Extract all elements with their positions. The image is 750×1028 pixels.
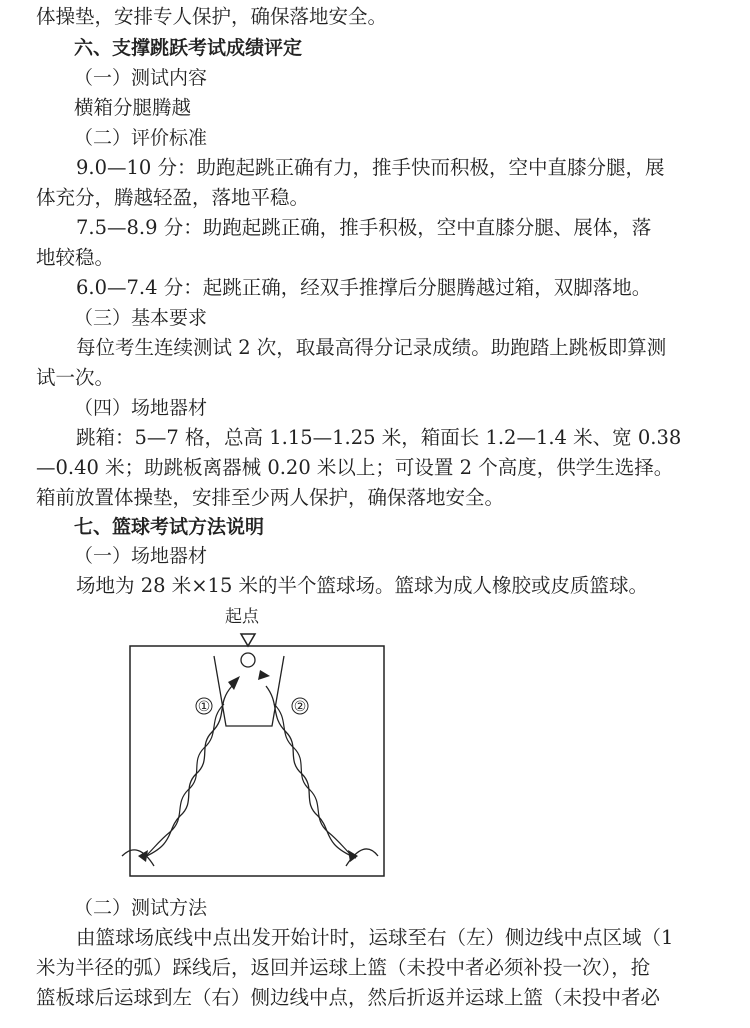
- subheading: （一）测试内容: [74, 67, 208, 89]
- route-1-label: ①: [197, 699, 211, 715]
- subheading: （二）测试方法: [74, 897, 208, 919]
- section-heading: 七、篮球考试方法说明: [74, 516, 265, 538]
- dribble-route-left-return: [146, 704, 224, 856]
- paragraph-line: 9.0—10 分：助跑起跳正确有力，推手快而积极，空中直膝分腿，展: [76, 156, 665, 179]
- start-triangle-icon: [241, 634, 255, 646]
- dribble-route-right-return: [274, 704, 352, 856]
- paragraph-line: 6.0—7.4 分：起跳正确，经双手推撑后分腿腾越过箱，双脚落地。: [76, 276, 652, 299]
- paragraph-line: 试一次。: [36, 366, 115, 389]
- paragraph-line: 篮板球后运球到左（右）侧边线中点，然后折返并运球上篮（未投中者必: [36, 986, 661, 1009]
- arrow-left-sideline-icon: [138, 850, 148, 862]
- paragraph-line: —0.40 米；助跳板离器械 0.20 米以上；可设置 2 个高度，供学生选择。: [36, 456, 674, 479]
- paragraph-line: 米为半径的弧）踩线后，返回并运球上篮（未投中者必须补投一次），抢: [36, 956, 651, 979]
- paragraph-line: 跳箱：5—7 格，总高 1.15—1.25 米，箱面长 1.2—1.4 米、宽 0.38: [76, 426, 682, 449]
- subheading: （二）评价标准: [74, 127, 208, 149]
- paragraph-line: 7.5—8.9 分：助跑起跳正确，推手积极，空中直膝分腿、展体，落: [76, 216, 652, 239]
- text-line: 横箱分腿腾越: [74, 96, 192, 119]
- paragraph-line: 场地为 28 米×15 米的半个篮球场。篮球为成人橡胶或皮质篮球。: [76, 574, 649, 597]
- route-2-label: ②: [293, 699, 307, 715]
- paragraph-line: 每位考生连续测试 2 次，取最高得分记录成绩。助跑踏上跳板即算测: [76, 336, 667, 359]
- subheading: （四）场地器材: [74, 397, 208, 419]
- paragraph-line: 地较稳。: [36, 246, 115, 269]
- subheading: （一）场地器材: [74, 545, 208, 567]
- paragraph-line: 由篮球场底线中点出发开始计时，运球至右（左）侧边线中点区域（1: [76, 926, 674, 949]
- half-court-boundary: [130, 646, 384, 876]
- text-line: 体操垫，安排专人保护，确保落地安全。: [36, 5, 388, 28]
- paragraph-line: 体充分，腾越轻盈，落地平稳。: [36, 186, 310, 209]
- basket-circle: [241, 653, 255, 667]
- arrow-right-icon: [258, 670, 270, 680]
- paragraph-line: 箱前放置体操垫，安排至少两人保护，确保落地安全。: [36, 486, 505, 509]
- basketball-route-diagram: [120, 604, 400, 880]
- section-heading: 六、支撑跳跃考试成绩评定: [74, 37, 303, 59]
- subheading: （三）基本要求: [74, 307, 208, 329]
- start-label: 起点: [225, 607, 259, 627]
